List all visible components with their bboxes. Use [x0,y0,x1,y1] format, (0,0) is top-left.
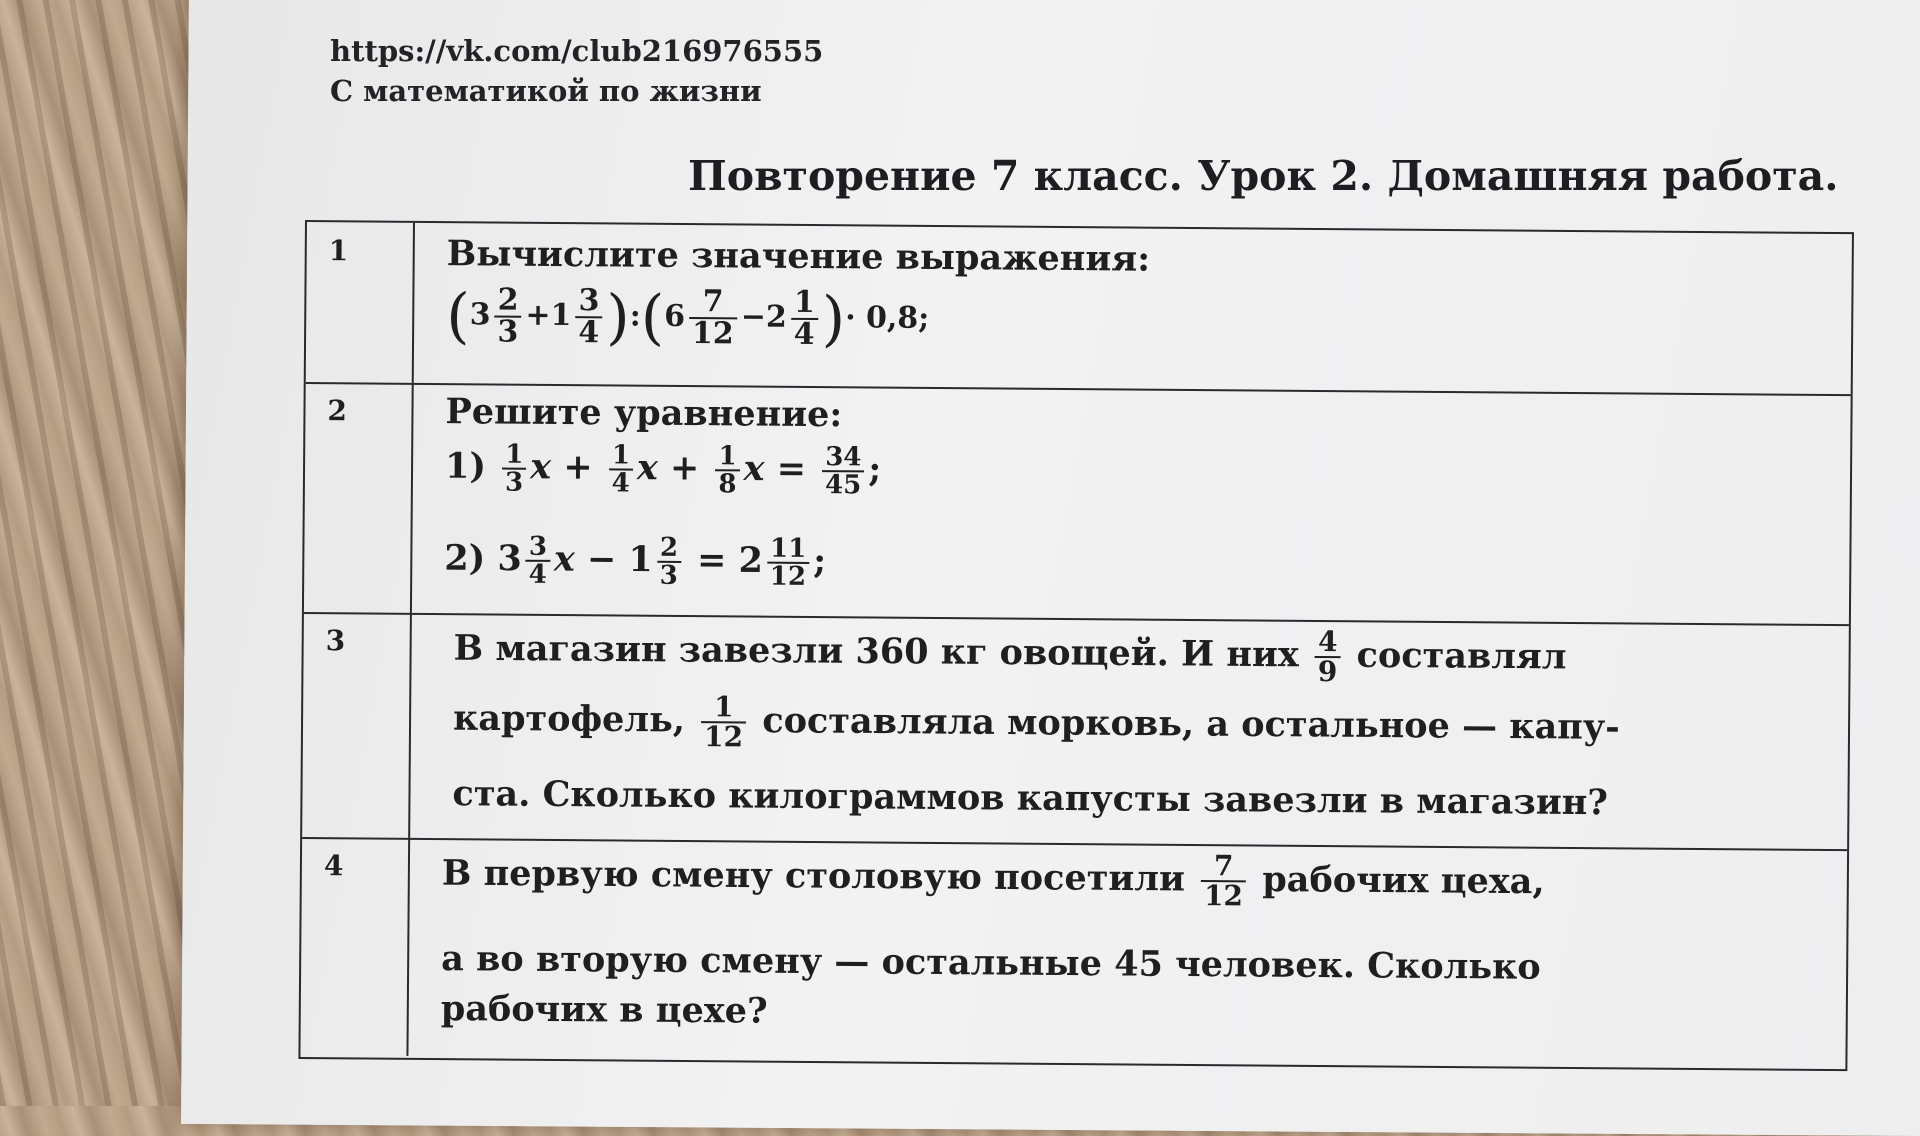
equation-2: 2) 3 $\frac{3}{4}$ x − 1 $\frac{2}{3}$ = 2 $\frac{11}{12}$ ; [444,531,827,592]
task-number: 2 [327,394,348,428]
task-content [444,383,1831,624]
task-number-cell [306,222,415,383]
task-text-line-3: ста. Сколько килограммов капусты завезли в магазин? [452,773,1609,824]
close-paren: ) [821,284,846,355]
fraction: $\frac{7}{12}$ [689,287,737,349]
group-name: С математикой по жизни [330,74,762,108]
tasks-table [298,220,1854,1071]
task-text-line-3: рабочих в цехе? [440,988,768,1032]
task-row-1 [306,222,1852,396]
open-paren: ( [640,282,665,353]
task-row-4 [300,837,1847,1067]
task-text-line-2: картофель, $\frac{1}{12}$ составляла морковь, а остальное — капу- [452,690,1620,754]
equation-1: 1) $\frac{1}{3}$ x + $\frac{1}{4}$ x + $\frac{1}{8}$ x = $\frac{34}{45}$ ; [444,439,882,501]
task-prompt: Решите уравнение: [445,391,843,436]
task-number-cell [300,837,410,1056]
task-number-cell [304,382,414,613]
fraction: $\frac{2}{3}$ [494,285,521,347]
open-paren: ( [445,281,470,352]
task-text-line-1: В первую смену столовую посетили $\frac{7}{12}$ рабочих цеха, [441,849,1545,913]
task-text-line-2: а во вторую смену — остальные 45 человек. Сколько [441,938,1541,988]
task-number-cell [302,612,412,838]
task-text-line-1: В магазин завезли 360 кг овощей. И них $\frac{4}{9}$ составлял [453,624,1567,689]
math-expression: (3 $\frac{2}{3}$ +1 $\frac{3}{4}$ ):(6 $\frac{7}{12}$ −2 $\frac{1}{4}$ )· 0,8; [445,281,930,355]
document-title: Повторение 7 класс. Урок 2. Домашняя работа. [688,152,1839,200]
task-prompt: Вычислите значение выражения: [446,233,1151,280]
close-paren: ) [606,282,631,353]
fraction: $\frac{1}{4}$ [791,288,818,350]
task-content [446,223,1832,394]
task-number: 1 [328,234,349,268]
source-link: https://vk.com/club216976555 [330,34,824,68]
fraction: $\frac{3}{4}$ [575,286,602,348]
task-number: 4 [323,849,344,883]
task-number: 3 [325,624,346,658]
task-row-3 [302,612,1849,851]
task-content [440,838,1827,1067]
task-content [452,613,1829,849]
task-row-2 [304,382,1851,626]
